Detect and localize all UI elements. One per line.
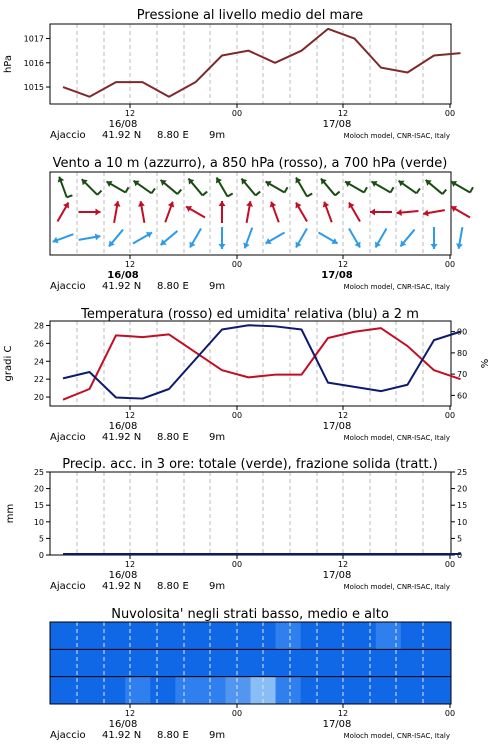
y-tick-label: 1016 [24,59,44,68]
cloud-cell [426,649,452,676]
x-date-label: 17/08 [323,119,352,130]
wind-arrow [265,181,287,193]
wind-arrow [133,181,154,194]
wind-arrow [241,179,260,196]
wind-arrow [451,206,470,218]
wind-arrow [138,201,145,223]
wind-arrow [318,233,337,245]
wind-barb [470,187,473,192]
y-tick-label: 5 [457,534,462,543]
x-tick-label: 00 [445,560,455,569]
footer-station: Ajaccio [50,281,86,292]
y-tick-label: 70 [457,370,467,379]
footer-credit: Moloch model, CNR-ISAC, Italy [344,283,450,291]
cloud-cell [426,622,452,649]
y-tick-label: 24 [34,357,44,366]
wind-arrow [114,201,121,223]
x-tick-label: 00 [232,709,242,718]
wind-barb [177,189,181,194]
wind-barb [364,187,367,192]
x-tick-label: 00 [445,109,455,118]
y-tick-label: 20 [457,485,467,494]
cloud-cell [50,649,76,676]
x-tick-label: 12 [338,560,348,569]
cloud-cell [225,677,251,704]
x-date-label: 16/08 [109,119,138,130]
y-axis-label: % [480,359,491,369]
footer-elev: 9m [209,281,225,292]
x-date-label: 16/08 [109,719,138,730]
precip-title: Precip. acc. in 3 ore: totale (verde), frazione solida (tratt.) [62,457,438,472]
cloud-cell [301,622,327,649]
x-tick-label: 00 [232,560,242,569]
wind-arrow [400,230,414,247]
footer-elev: 9m [209,130,225,141]
y-tick-label: 5 [39,534,44,543]
wind-title: Vento a 10 m (azzurro), a 850 hPa (rosso), a 700 hPa (verde) [53,156,448,171]
cloud-cell [175,649,201,676]
temp-y-axis-left [3,321,50,402]
cloud-cell [326,677,352,704]
x-tick-label: 12 [338,709,348,718]
wind-arrow [189,228,201,247]
wind-arrow [165,202,174,223]
footer-credit: Moloch model, CNR-ISAC, Italy [344,732,450,740]
footer-lon: 8.80 E [157,581,189,592]
wind-barb [152,188,155,193]
cloud-cell [150,677,176,704]
x-date-label: 17/08 [323,421,352,432]
footer-lat: 41.92 N [102,432,141,443]
y-axis-label: mm [5,504,16,523]
x-date-label: 16/08 [107,270,139,281]
x-date-label: 16/08 [109,570,138,581]
wind-arrow [133,232,152,244]
footer-station: Ajaccio [50,730,86,741]
precip-frame [50,472,451,555]
x-tick-label: 12 [125,709,135,718]
wind-time-axis [50,255,455,292]
wind-barb [256,192,261,196]
wind-barb [391,187,394,192]
wind-arrow [53,234,74,243]
cloud-cell [351,649,377,676]
x-date-label: 17/08 [323,570,352,581]
cloud-cell [225,622,251,649]
wind-arrow [186,206,205,218]
temp-y-axis-right [451,328,491,401]
plot-border [50,472,451,555]
cloud-cell [50,677,76,704]
wind-arrow [219,201,226,223]
cloud-cell [225,649,251,676]
x-date-label: 17/08 [323,719,352,730]
x-tick-label: 00 [232,109,242,118]
x-tick-label: 00 [445,260,455,269]
wind-arrow [82,179,102,195]
y-tick-label: 25 [34,468,44,477]
cloud-cell [200,622,226,649]
y-tick-label: 15 [34,501,44,510]
x-tick-label: 00 [445,411,455,420]
x-tick-label: 00 [445,709,455,718]
footer-elev: 9m [209,730,225,741]
cloud-cell [75,677,101,704]
wind-arrow [219,227,226,249]
temp-time-axis [50,406,455,443]
cloud-cell [125,677,151,704]
footer-credit: Moloch model, CNR-ISAC, Italy [344,583,450,591]
precip-y-axis-right [451,468,467,560]
footer-lat: 41.92 N [102,581,141,592]
temp-title: Temperatura (rosso) ed umidita' relativa (blu) a 2 m [80,307,419,322]
y-tick-label: 10 [457,518,467,527]
wind-barb [285,187,288,192]
y-tick-label: 10 [34,518,44,527]
wind-barb [228,194,233,197]
precip-time-axis [50,555,455,592]
y-tick-label: 20 [34,393,44,402]
footer-lat: 41.92 N [102,730,141,741]
cloud-cell [376,677,402,704]
x-tick-label: 12 [125,260,135,269]
y-tick-label: 26 [34,339,44,348]
wind-arrow [345,181,367,193]
footer-lon: 8.80 E [157,130,189,141]
cloud-cell [150,622,176,649]
wind-arrow [295,202,307,221]
cloud-cell [150,649,176,676]
cloud-cell [276,677,302,704]
y-axis-label: hPa [3,55,14,73]
wind-barb [417,188,420,193]
wind-arrow-head [219,244,226,249]
wind-arrow [79,209,101,216]
pressure-title: Pressione al livello medio del mare [137,8,363,23]
footer-credit: Moloch model, CNR-ISAC, Italy [344,132,450,140]
y-tick-label: 80 [457,349,467,358]
wind-arrow [243,228,252,249]
wind-arrow [370,209,392,216]
footer-lat: 41.92 N [102,130,141,141]
x-tick-label: 12 [338,109,348,118]
wind-barb [442,189,446,194]
cloud-cell [326,649,352,676]
cloud-cell [200,649,226,676]
wind-arrow [106,181,128,193]
wind-arrow [323,202,332,223]
wind-arrow [321,179,340,196]
wind-arrow [109,230,123,247]
x-tick-label: 00 [232,411,242,420]
wind-arrow [79,234,101,241]
wind-arrow [188,179,207,196]
wind-barb [307,194,312,197]
footer-elev: 9m [209,432,225,443]
y-tick-label: 1017 [24,35,44,44]
y-tick-label: 20 [34,485,44,494]
wind-arrow-head [219,201,226,206]
cloud-cell [276,649,302,676]
footer-elev: 9m [209,581,225,592]
y-tick-label: 90 [457,328,467,337]
cloud-cell [301,677,327,704]
x-tick-label: 12 [125,560,135,569]
wind-barb [203,192,208,196]
wind-arrow-head [370,209,375,216]
wind-arrow [246,201,253,223]
wind-barb [335,192,340,196]
y-tick-label: 0 [39,551,44,560]
x-date-label: 16/08 [109,421,138,432]
cloud-cell [351,622,377,649]
wind-arrow-head [431,244,438,249]
footer-lon: 8.80 E [157,730,189,741]
cloud-cell [175,677,201,704]
cloud-cell [175,622,201,649]
wind-arrow [295,177,312,196]
wind-barb [126,187,129,192]
cloud-cell [276,622,302,649]
wind-arrow-head [96,209,101,216]
wind-arrow-head [397,209,402,216]
wind-arrow [456,227,463,249]
pressure-frame [50,24,451,104]
y-tick-label: 60 [457,391,467,400]
wind-arrow [161,231,178,245]
y-axis-label: gradi C [3,346,14,382]
x-tick-label: 12 [125,411,135,420]
cloud-cell [200,677,226,704]
cloud-cell [351,677,377,704]
pressure-time-axis [50,104,455,141]
wind-arrow [216,177,233,196]
footer-lat: 41.92 N [102,281,141,292]
footer-station: Ajaccio [50,581,86,592]
wind-arrow [371,181,393,193]
footer-station: Ajaccio [50,432,86,443]
plot-border [50,24,451,104]
x-tick-label: 12 [338,260,348,269]
pressure-y-axis-left [3,35,50,92]
precip-y-axis-left [5,468,50,560]
cloud-cell [75,622,101,649]
cloud-cell [376,649,402,676]
y-tick-label: 15 [457,501,467,510]
wind-arrow [161,180,182,194]
wind-arrow [451,181,473,193]
y-tick-label: 25 [457,468,467,477]
cloud-cell [301,649,327,676]
wind-arrow [58,177,73,198]
wind-arrow [398,181,419,194]
wind-arrow [426,180,447,194]
x-date-label: 17/08 [321,270,353,281]
y-tick-label: 1015 [24,83,44,92]
x-tick-label: 12 [125,109,135,118]
y-tick-label: 28 [34,321,44,330]
footer-credit: Moloch model, CNR-ISAC, Italy [344,434,450,442]
wind-arrow [375,228,387,247]
footer-station: Ajaccio [50,130,86,141]
footer-lon: 8.80 E [157,281,189,292]
wind-arrow [423,210,445,217]
cloud-cell [75,649,101,676]
cloud-cell [125,622,151,649]
x-tick-label: 12 [338,411,348,420]
cloud-cell [326,622,352,649]
wind-arrow [397,209,419,216]
cloud-cell [125,649,151,676]
wind-arrow [295,228,307,247]
y-tick-label: 22 [34,375,44,384]
cloud-cell [376,622,402,649]
x-tick-label: 00 [232,260,242,269]
wind-arrow [431,227,438,249]
wind-arrow [270,202,279,223]
clouds-time-axis [50,704,455,741]
wind-arrow [58,202,70,221]
wind-arrow [265,233,284,245]
cloud-cell [50,622,76,649]
wind-arrow [349,228,361,247]
y-tick-label: 0 [457,551,462,560]
wind-barb [97,191,101,195]
wind-arrow [348,202,360,221]
wind-barb [67,195,73,197]
temp-series-line [63,328,461,400]
pressure-series-line [63,29,461,97]
cloud-cell [426,677,452,704]
clouds-title: Nuvolosita' negli strati basso, medio e alto [111,607,389,622]
footer-lon: 8.80 E [157,432,189,443]
